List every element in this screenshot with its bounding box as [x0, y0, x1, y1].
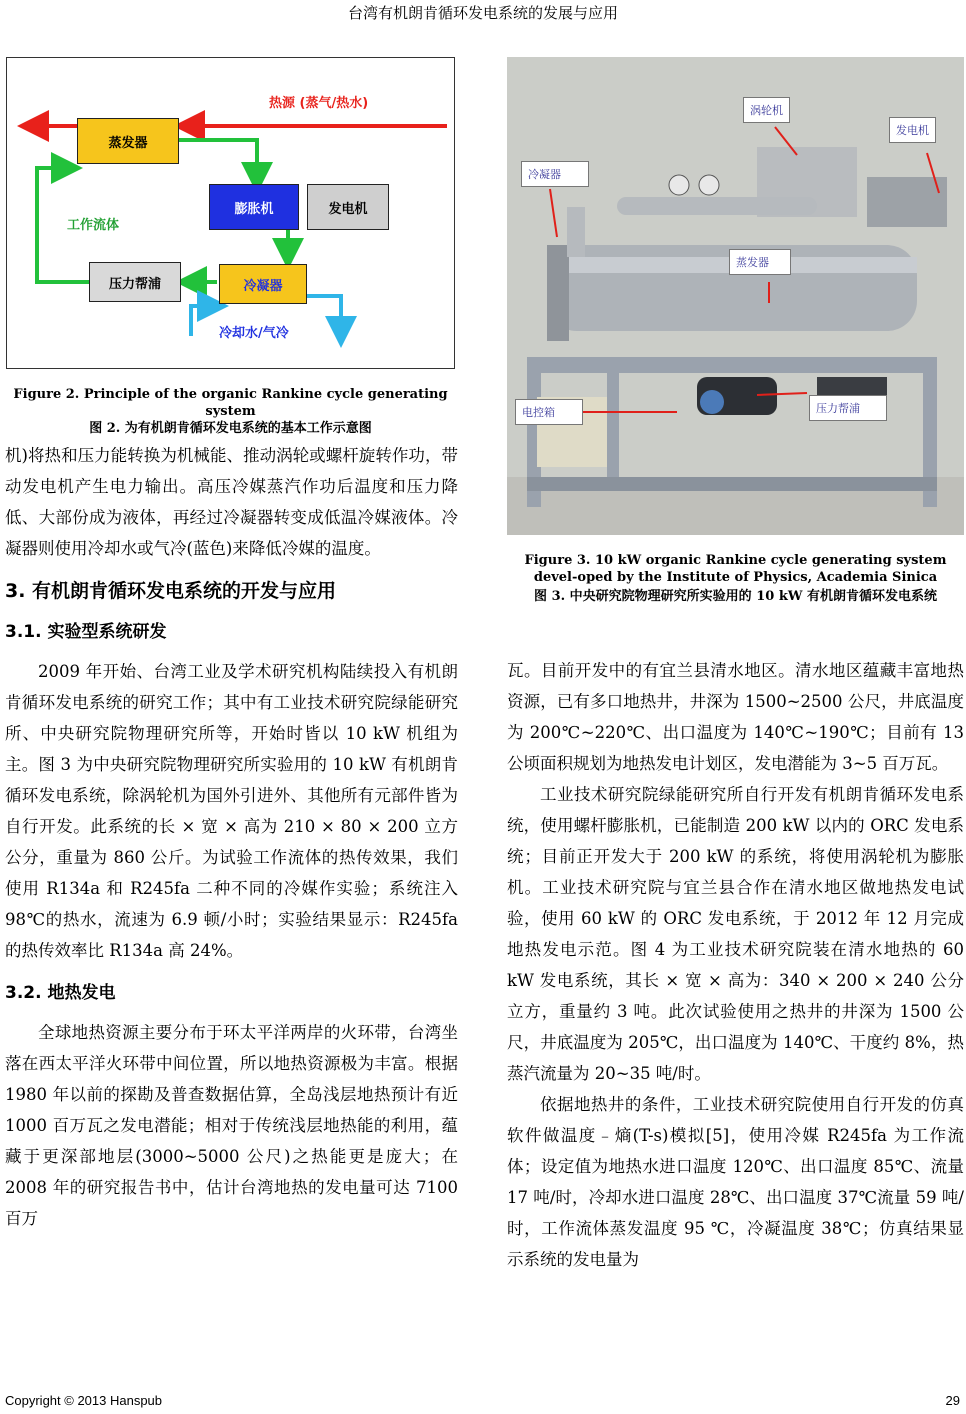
page-number: 29 [945, 1393, 960, 1408]
copyright: Copyright © 2013 Hanspub [5, 1393, 163, 1408]
paragraph: 工业技术研究院绿能研究所自行开发有机朗肯循环发电系统，使用螺杆膨胀机，已能制造 200 kW 以内的 ORC 发电系统；目前正开发大于 200 kW 的系统，将使用涡轮机为膨胀机。工业技术研究院与宜兰县合作在清水地区做地热发电试验，使用 60 kW 的 ORC 发电系统，于 2012 年 12 月完成地热发电示范。图 4 为工业技术研究院装在清水地热的 60 kW 发电系统，其长 × 宽 × 高为：340 × 200 × 240 公分立方，重量约 3 吨。此次试验使用之热井的井深为 1500 公尺，井底温度为 205℃，出口温度为 140℃、干度约 8%，热蒸汽流量为 20~35 吨/时。 [507, 785, 964, 1083]
pump-box: 压力帮浦 [89, 262, 181, 302]
section-heading-3-2: 3.2. 地热发电 [5, 983, 116, 1003]
paragraph: 机)将热和压力能转换为机械能、推动涡轮或螺杆旋转作功，带动发电机产生电力输出。高压冷媒蒸汽作功后温度和压力降低、大部份成为液体，再经过冷凝器转变成低温冷媒液体。冷凝器则使用冷却水或气冷(蓝色)来降低冷媒的温度。 [5, 446, 458, 558]
figure-2-caption-zh: 图 2. 为有机朗肯循环发电系统的基本工作示意图 [89, 421, 372, 436]
figure-2-caption-en: Figure 2. Principle of the organic Rankine cycle generating system [13, 387, 448, 419]
label-control-box: 电控箱 [515, 399, 583, 425]
paragraph: 依据地热井的条件，工业技术研究院使用自行开发的仿真软件做温度﹣熵(T-s)模拟[5]，使用冷媒 R245fa 为工作流体；设定值为地热水进口温度 120℃、出口温度 85℃、流量 17 吨/时，冷却水进口温度 28℃、出口温度 37℃流量 59 吨/时，工作流体蒸发温度 95 ℃，冷凝温度 38℃；仿真结果显示系统的发电量为 [507, 1095, 964, 1269]
figure-2-diagram [6, 57, 455, 369]
label-generator: 发电机 [889, 117, 936, 143]
cooling-label: 冷却水/气冷 [219, 326, 289, 341]
section-heading-3-1: 3.1. 实验型系统研发 [5, 622, 167, 642]
evaporator-box: 蒸发器 [77, 118, 179, 164]
running-header: 台湾有机朗肯循环发电系统的发展与应用 [347, 4, 618, 22]
figure-3-caption-en: Figure 3. 10 kW organic Rankine cycle generating system devel-oped by the Institute of Physics, Academia Sinica [524, 553, 947, 585]
condenser-box: 冷凝器 [219, 264, 307, 304]
right-column [507, 655, 964, 1275]
paragraph: 2009 年开始、台湾工业及学术研究机构陆续投入有机朗肯循环发电系统的研究工作；其中有工业技术研究院绿能研究所、中央研究院物理研究所等，开始时皆以 10 kW 机组为主。图 3 为中央研究院物理研究所实验用的 10 kW 有机朗肯循环发电系统，除涡轮机为国外引进外、其他所有元部件皆为自行开发。此系统的长 × 宽 × 高为 210 × 80 × 200 立方公分，重量为 860 公斤。为试验工作流体的热传效果，我们使用 R134a 和 R245fa 二种不同的冷媒作实验；系统注入98℃的热水，流速为 6.9 顿/小时；实验结果显示：R245fa 的热传效率比 R134a 高 24%。 [5, 662, 458, 960]
paragraph: 瓦。目前开发中的有宜兰县清水地区。清水地区蕴藏丰富地热资源，已有多口地热井，井深为 1500~2500 公尺，井底温度为 200℃~220℃、出口温度为 140℃~190℃；目前有 13 公顷面积规划为地热发电计划区，发电潜能为 3~5 百万瓦。 [507, 661, 964, 773]
expander-box: 膨胀机 [209, 184, 299, 230]
label-condenser: 冷凝器 [521, 161, 589, 187]
label-turbine: 涡轮机 [743, 97, 790, 123]
figure-2-caption [4, 386, 457, 437]
generator-box: 发电机 [307, 184, 389, 230]
paragraph: 全球地热资源主要分布于环太平洋两岸的火环带，台湾坐落在西太平洋火环带中间位置，所以地热资源极为丰富。根据 1980 年以前的探勘及普查数据估算，全岛浅层地热预计有近 1000 百万瓦之发电潜能；相对于传统浅层地热能的利用，蕴藏于更深部地层(3000~5000 公尺)之热能更是庞大；在 2008 年的研究报告书中，估计台湾地热的发电量可达 7100 百万 [5, 1023, 458, 1228]
section-heading-3: 3. 有机朗肯循环发电系统的开发与应用 [5, 580, 337, 602]
working-fluid-label: 工作流体 [67, 218, 120, 233]
left-column [5, 440, 458, 1234]
label-pump: 压力帮浦 [809, 395, 887, 421]
figure-3-caption [507, 552, 964, 605]
label-evaporator: 蒸发器 [729, 249, 791, 275]
figure-3-caption-zh: 图 3. 中央研究院物理研究所实验用的 10 kW 有机朗肯循环发电系统 [534, 589, 937, 604]
heat-source-label: 热源 (蒸气/热水) [269, 96, 369, 111]
figure-3-photo [507, 57, 964, 535]
